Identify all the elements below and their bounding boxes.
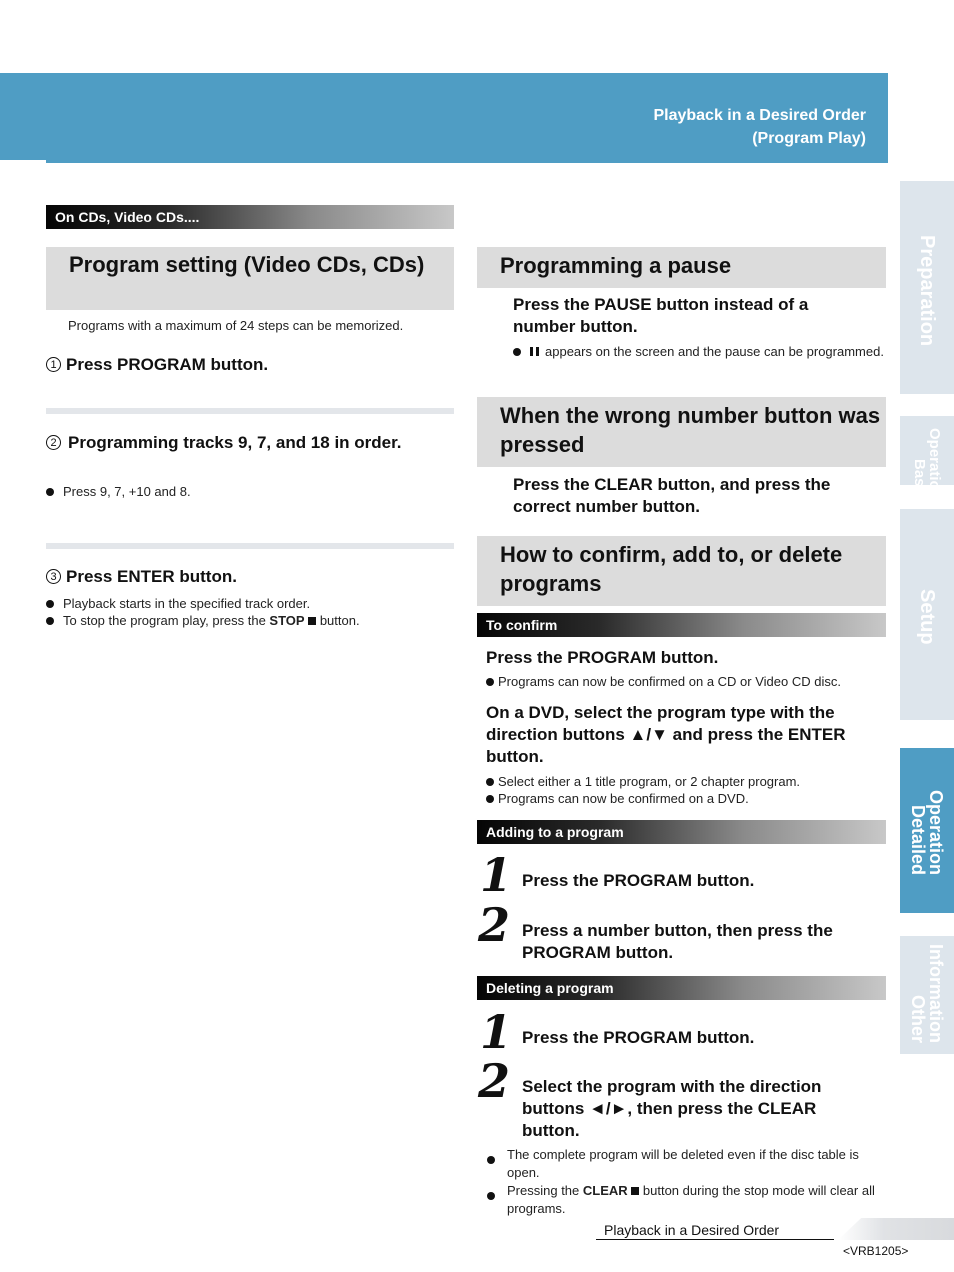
adding-step-2-number: 2 — [478, 898, 511, 952]
step-3-note-1 — [46, 595, 446, 613]
tab-label: Setup — [916, 589, 938, 645]
adding-step-2: Press a number button, then press the PROGRAM button. — [522, 921, 833, 962]
footer-title: Playback in a Desired Order — [596, 1221, 834, 1240]
confirm-note-b1-text: Select either a 1 title program, or 2 chapter program. — [498, 774, 801, 789]
step-2-number: 2 — [46, 435, 61, 450]
stop-label: STOP — [269, 613, 305, 628]
divider — [46, 408, 454, 414]
page-header-title — [653, 104, 866, 150]
subsection-bar-cds: On CDs, Video CDs.... — [46, 205, 454, 229]
confirm-note-a — [486, 673, 886, 691]
subsection-bar-deleting: Deleting a program — [477, 976, 886, 1000]
footer-tab-shape — [838, 1218, 954, 1240]
bullet-icon — [487, 1192, 495, 1200]
bullet-icon — [46, 600, 54, 608]
tab-label-line1: Other — [908, 994, 928, 1043]
deleting-step-2: Select the program with the direction buttons ◄/►, then press the CLEAR button. — [522, 1077, 822, 1140]
wrong-instruction: Press the CLEAR button, and press the correct number button. — [513, 475, 831, 516]
step-3-text: Press ENTER button. — [66, 567, 237, 586]
divider — [46, 543, 454, 549]
section-title-wrong-number: When the wrong number button was pressed — [477, 397, 886, 467]
section-title-program-setting: Program setting (Video CDs, CDs) — [46, 247, 454, 310]
step-3-note-2 — [46, 612, 446, 630]
pause-note — [513, 343, 886, 361]
step-3-number: 3 — [46, 569, 61, 584]
note-text: button during the stop mode will clear all programs. — [507, 1183, 875, 1216]
section-title-confirm-add-delete: How to confirm, add to, or delete programs — [477, 536, 886, 606]
step-2-note-text: Press 9, 7, +10 and 8. — [63, 484, 191, 499]
adding-step-1: Press the PROGRAM button. — [522, 871, 755, 890]
deleting-step-2-number: 2 — [478, 1054, 511, 1108]
deleting-note-2 — [486, 1182, 886, 1218]
bullet-icon — [486, 795, 494, 803]
confirm-note-a-text: Programs can now be confirmed on a CD or Video CD disc. — [498, 674, 841, 689]
tab-label-line2: Operation — [926, 428, 943, 499]
step-1-number: 1 — [46, 357, 61, 372]
bullet-icon — [513, 348, 521, 356]
confirm-step-a: Press the PROGRAM button. — [486, 648, 719, 667]
header-title-line2: (Program Play) — [752, 130, 866, 147]
step-3 — [46, 566, 454, 588]
step-1-text: Press PROGRAM button. — [66, 355, 269, 374]
deleting-step-1-number: 1 — [480, 1005, 513, 1059]
subsection-bar-adding: Adding to a program — [477, 820, 886, 844]
bullet-icon — [486, 778, 494, 786]
deleting-step-1: Press the PROGRAM button. — [522, 1028, 755, 1047]
step-2 — [46, 432, 406, 454]
step-2-note — [46, 483, 446, 501]
deleting-note-1 — [486, 1146, 886, 1182]
confirm-note-b2 — [486, 790, 886, 808]
bullet-icon — [487, 1156, 495, 1164]
pause-icon — [530, 347, 539, 356]
step-2-text: Programming tracks 9, 7, and 18 in order. — [68, 433, 402, 452]
sidebar-tab-detailed-operation[interactable] — [900, 748, 954, 913]
step-3-note-1-text: Playback starts in the specified track order. — [63, 596, 311, 611]
tab-label: Preparation — [916, 235, 938, 347]
sidebar-tab-setup[interactable] — [900, 509, 954, 720]
confirm-step-b: On a DVD, select the program type with the direction buttons ▲/▼ and press the ENTER button. — [486, 703, 846, 766]
note-text: Pressing the — [507, 1183, 583, 1198]
clear-label: CLEAR — [582, 1183, 628, 1198]
adding-step-1-number: 1 — [480, 848, 513, 902]
subsection-bar-confirm: To confirm — [477, 613, 886, 637]
section-title-programming-pause: Programming a pause — [477, 247, 886, 288]
intro-text: Programs with a maximum of 24 steps can be memorized. — [68, 318, 404, 333]
sidebar-tab-other-information[interactable] — [900, 936, 954, 1054]
sidebar-tab-basic-operation[interactable] — [900, 416, 954, 499]
tab-label-line1: Detailed — [908, 804, 928, 876]
document-code: <VRB1205> — [843, 1244, 909, 1258]
tab-label-line1: Basic — [911, 458, 928, 499]
bullet-icon — [46, 488, 54, 496]
header-notch — [0, 160, 46, 164]
confirm-note-b1 — [486, 773, 886, 791]
sidebar-tab-preparation[interactable] — [900, 181, 954, 394]
bullet-icon — [46, 617, 54, 625]
tab-label-line2: Operation — [926, 790, 946, 876]
pause-note-text: appears on the screen and the pause can be programmed. — [545, 344, 884, 359]
pause-instruction: Press the PAUSE button instead of a number button. — [513, 295, 809, 336]
header-title-line1: Playback in a Desired Order — [653, 107, 866, 124]
deleting-note-1-text: The complete program will be deleted even if the disc table is open. — [507, 1147, 859, 1180]
note-text: To stop the program play, press the — [63, 613, 270, 628]
bullet-icon — [486, 678, 494, 686]
step-1 — [46, 354, 454, 376]
note-text: button. — [316, 613, 360, 628]
tab-label-line2: Information — [926, 944, 946, 1043]
confirm-note-b2-text: Programs can now be confirmed on a DVD. — [498, 791, 749, 806]
